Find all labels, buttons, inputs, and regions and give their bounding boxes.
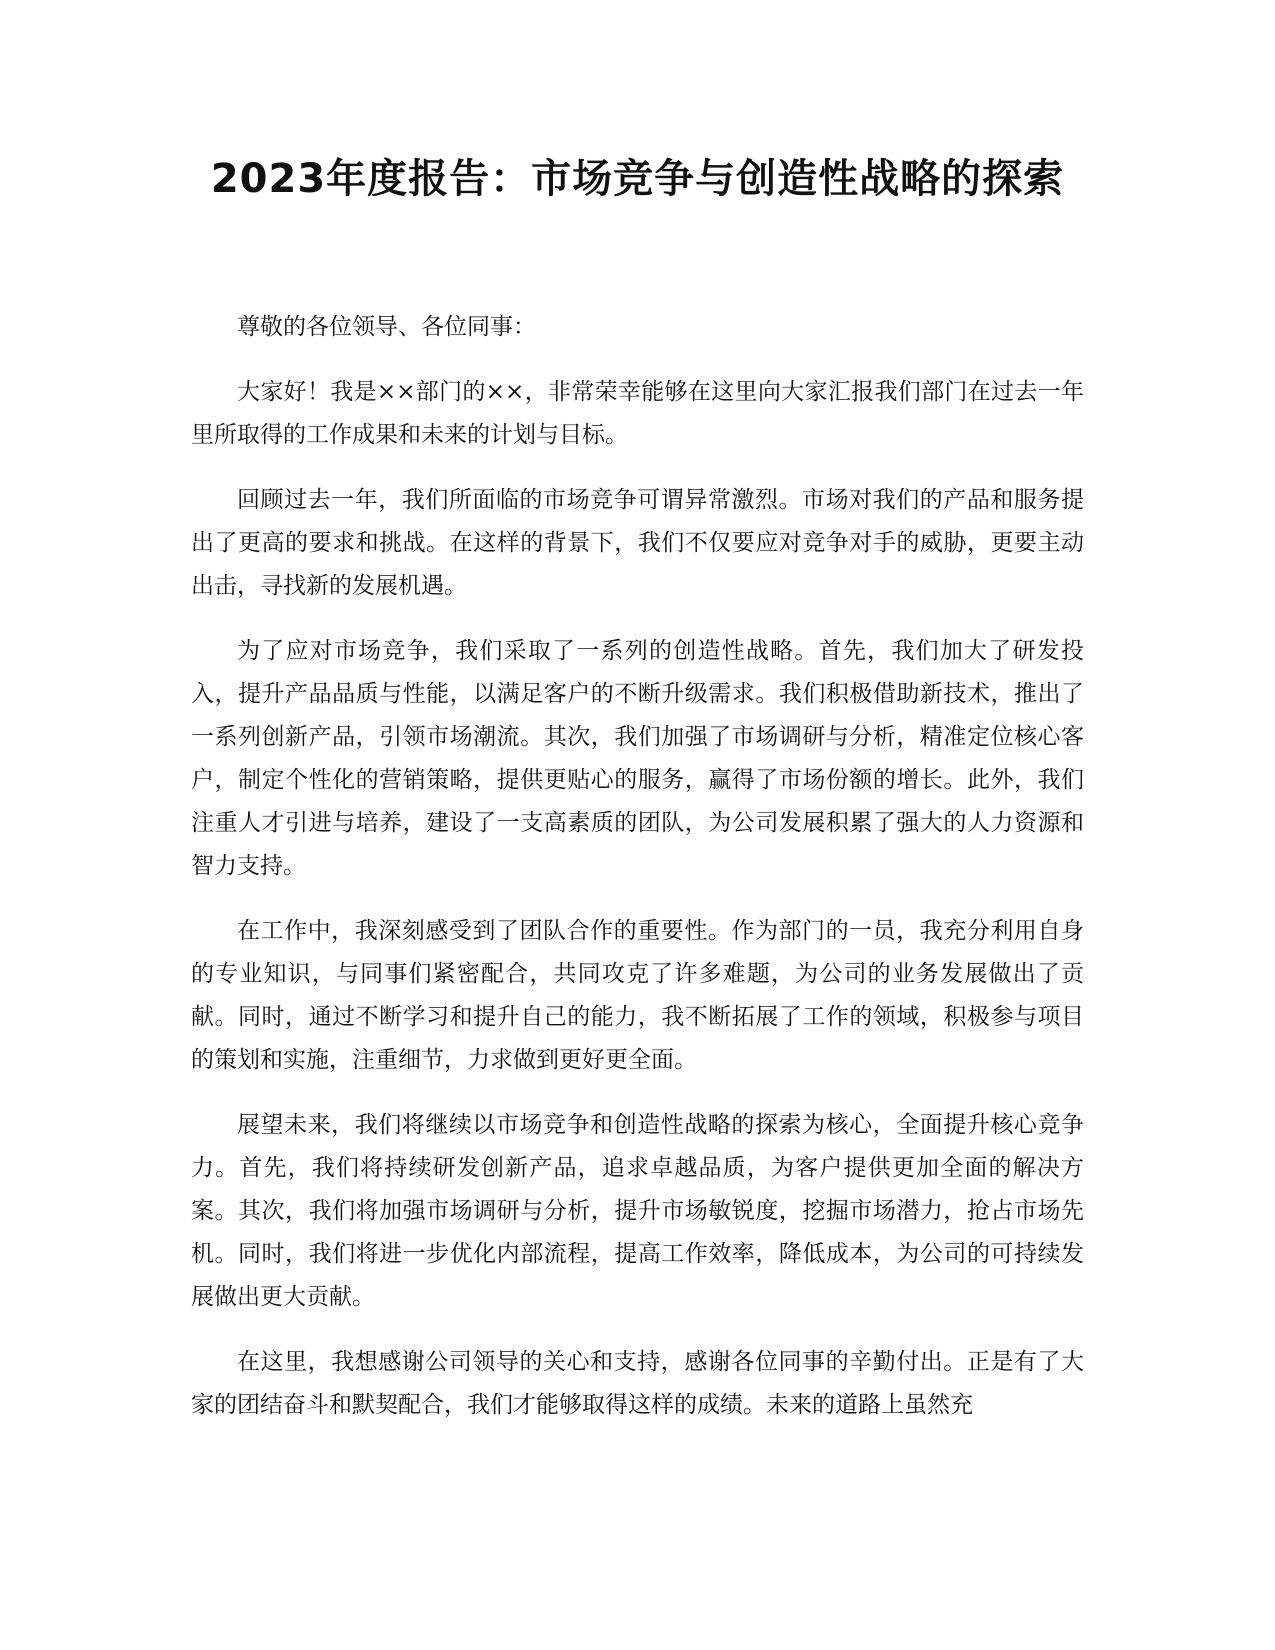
paragraph-thanks: 在这里，我想感谢公司领导的关心和支持，感谢各位同事的辛勤付出。正是有了大家的团结奋斗和默契配合，我们才能够取得这样的成绩。未来的道路上虽然充 [191,1349,1084,1418]
document-title: 2023年度报告：市场竞争与创造性战略的探索 [210,156,1065,202]
document-body [191,306,1084,1449]
paragraph-review: 回顾过去一年，我们所面临的市场竞争可谓异常激烈。市场对我们的产品和服务提出了更高的要求和挑战。在这样的背景下，我们不仅要应对竞争对手的威胁，更要主动出击，寻找新的发展机遇。 [191,487,1084,599]
paragraph-greeting: 大家好！我是××部门的××，非常荣幸能够在这里向大家汇报我们部门在过去一年里所取得的工作成果和未来的计划与目标。 [191,379,1084,448]
paragraph-teamwork: 在工作中，我深刻感受到了团队合作的重要性。作为部门的一员，我充分利用自身的专业知识，与同事们紧密配合，共同攻克了许多难题，为公司的业务发展做出了贡献。同时，通过不断学习和提升自己的能力，我不断拓展了工作的领域，积极参与项目的策划和实施，注重细节，力求做到更好更全面。 [191,918,1084,1073]
paragraph-strategy: 为了应对市场竞争，我们采取了一系列的创造性战略。首先，我们加大了研发投入，提升产品品质与性能，以满足客户的不断升级需求。我们积极借助新技术，推出了一系列创新产品，引领市场潮流。其次，我们加强了市场调研与分析，精准定位核心客户，制定个性化的营销策略，提供更贴心的服务，赢得了市场份额的增长。此外，我们注重人才引进与培养，建设了一支高素质的团队，为公司发展积累了强大的人力资源和智力支持。 [191,638,1084,879]
paragraph-salutation: 尊敬的各位领导、各位同事： [237,314,536,340]
paragraph-outlook: 展望未来，我们将继续以市场竞争和创造性战略的探索为核心，全面提升核心竞争力。首先，我们将持续研发创新产品，追求卓越品质，为客户提供更加全面的解决方案。其次，我们将加强市场调研与分析，提升市场敏锐度，挖掘市场潜力，抢占市场先机。同时，我们将进一步优化内部流程，提高工作效率，降低成本，为公司的可持续发展做出更大贡献。 [191,1112,1084,1310]
